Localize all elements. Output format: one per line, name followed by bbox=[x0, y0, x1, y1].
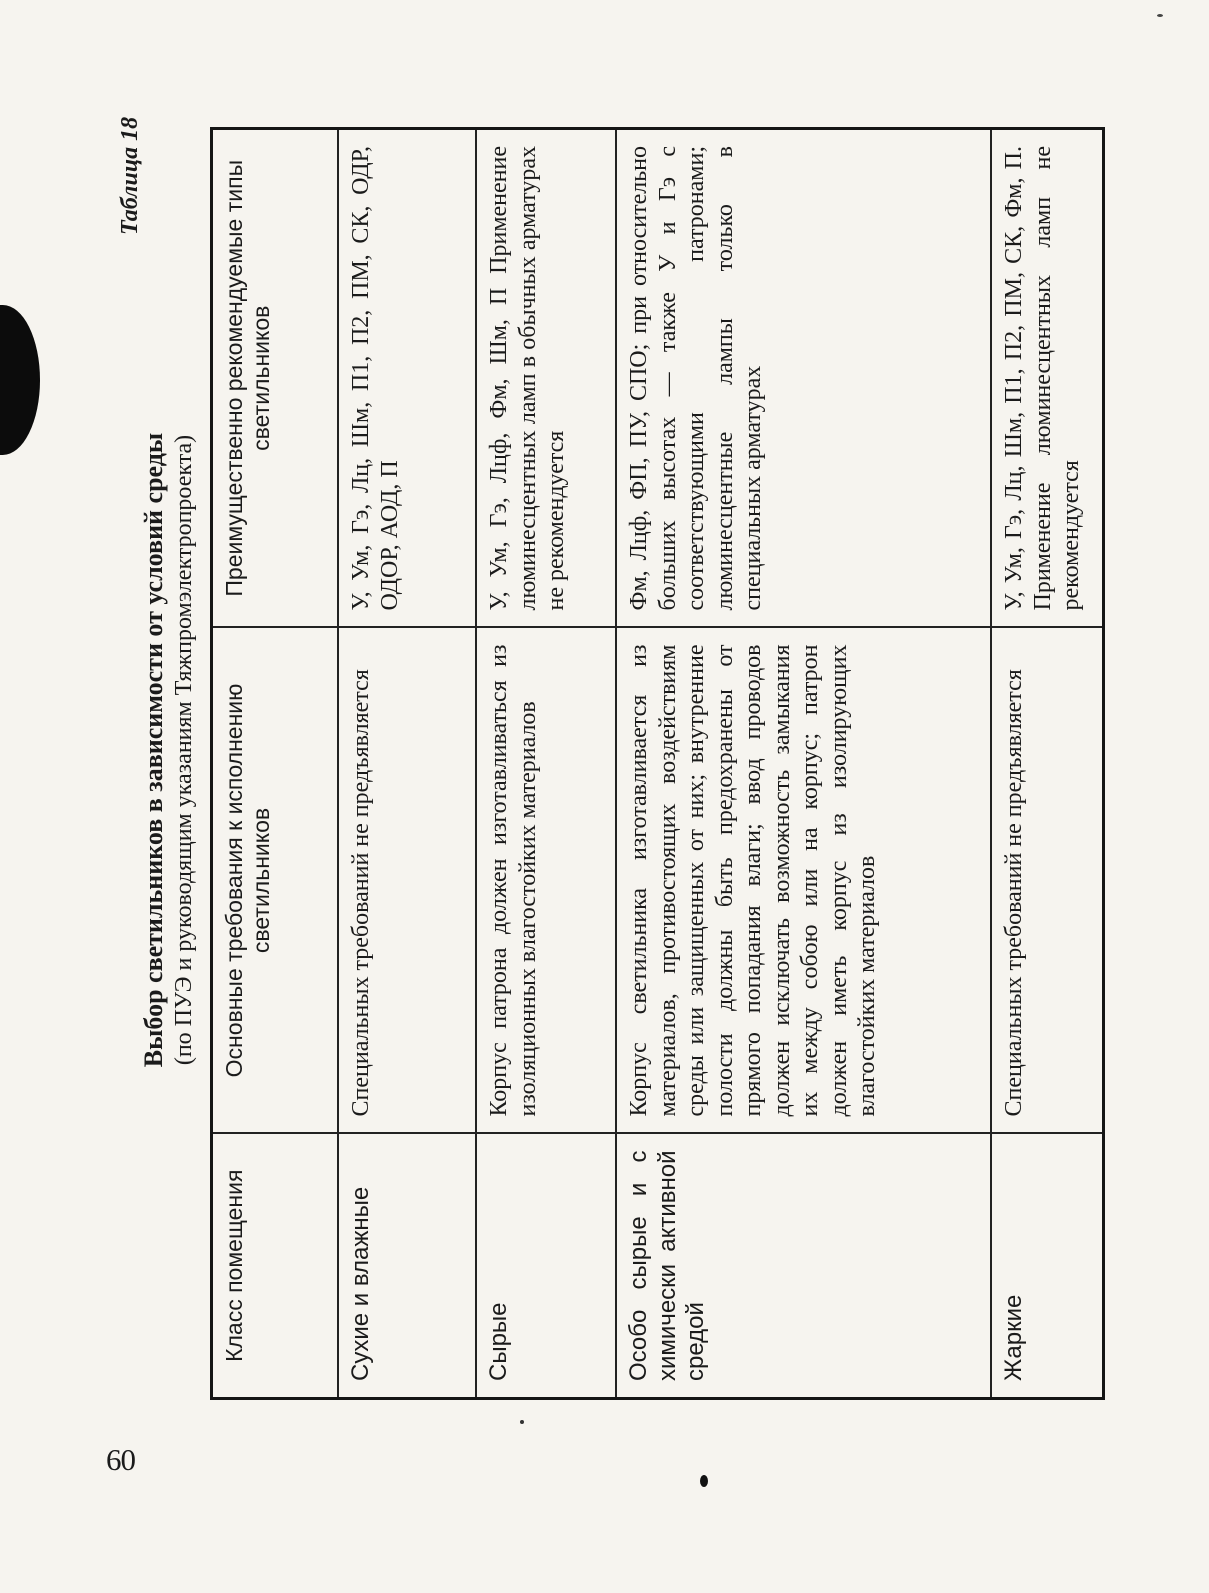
requirements-cell: Специальных требований не предъявляется bbox=[991, 628, 1104, 1134]
header-room-class: Класс помещения bbox=[212, 1134, 339, 1399]
table-header-row bbox=[212, 129, 339, 1399]
types-cell: У, Ум, Гэ, Лц, Шм, П1, П2, ПМ, СК, ОДР, ОДОР, АОД, П bbox=[348, 146, 403, 611]
page-number: 60 bbox=[106, 1442, 135, 1477]
luminaire-selection-table bbox=[210, 127, 1105, 1400]
scan-ink-blot bbox=[0, 305, 40, 455]
scan-speck bbox=[1157, 14, 1163, 17]
scan-speck bbox=[700, 1475, 708, 1487]
table-label: Таблица 18 bbox=[117, 116, 143, 235]
requirements-cell: Корпус патрона должен изготавливаться из изоляционных влагостойких материалов bbox=[476, 628, 616, 1134]
table-row bbox=[991, 129, 1104, 1399]
table-title: Выбор светильников в зависимости от условий среды bbox=[139, 432, 168, 1068]
room-class-cell: Сырые bbox=[476, 1134, 616, 1399]
table-row bbox=[616, 129, 991, 1399]
requirements-cell: Корпус светильника изготавливается из материалов, противостоящих воздействиям среды или защищенных от них; внутренние полости должны быть предохранены от прямого попадания влаги; ввод проводов должен исключать возможность замыкания их между собою или на корпус; патрон должен иметь корпус из изолирующих влагостойких материалов bbox=[616, 628, 991, 1134]
table-row bbox=[476, 129, 616, 1399]
room-class-cell: Жаркие bbox=[991, 1134, 1104, 1399]
types-cell: У, Ум, Гэ, Лцф, Фм, Шм, П Применение люминесцентных ламп в обычных арматурах не рекомендуется bbox=[476, 129, 616, 628]
requirements-cell: Специальных требований не предъявляется bbox=[338, 628, 476, 1134]
table-subtitle: (по ПУЭ и руководящим указаниям Тяжпромэлектропроекта) bbox=[171, 434, 197, 1066]
scan-speck bbox=[520, 1420, 524, 1424]
table-row bbox=[338, 129, 476, 1399]
types-cell: У, Ум, Гэ, Лц, Шм, П1, П2, ПМ, СК, Фм, П. Применение люминесцентных ламп не рекомендуется bbox=[991, 129, 1104, 628]
room-class-cell: Сухие и влажные bbox=[338, 1134, 476, 1399]
header-recommended-types: Преимущественно рекомендуемые типы светильников bbox=[212, 129, 339, 628]
header-requirements: Основные требования к исполнению светильников bbox=[212, 628, 339, 1134]
rotated-page-content bbox=[110, 100, 1110, 1400]
types-cell: Фм, Лцф, ФП, ПУ, СПО; при относительно больших высотах — также У и Гэ с соответствующими патронами; люминесцентные лампы только в специальных арматурах bbox=[616, 129, 991, 628]
room-class-cell: Особо сырые и с химически активной средой bbox=[616, 1134, 991, 1399]
title-block bbox=[138, 100, 198, 1400]
